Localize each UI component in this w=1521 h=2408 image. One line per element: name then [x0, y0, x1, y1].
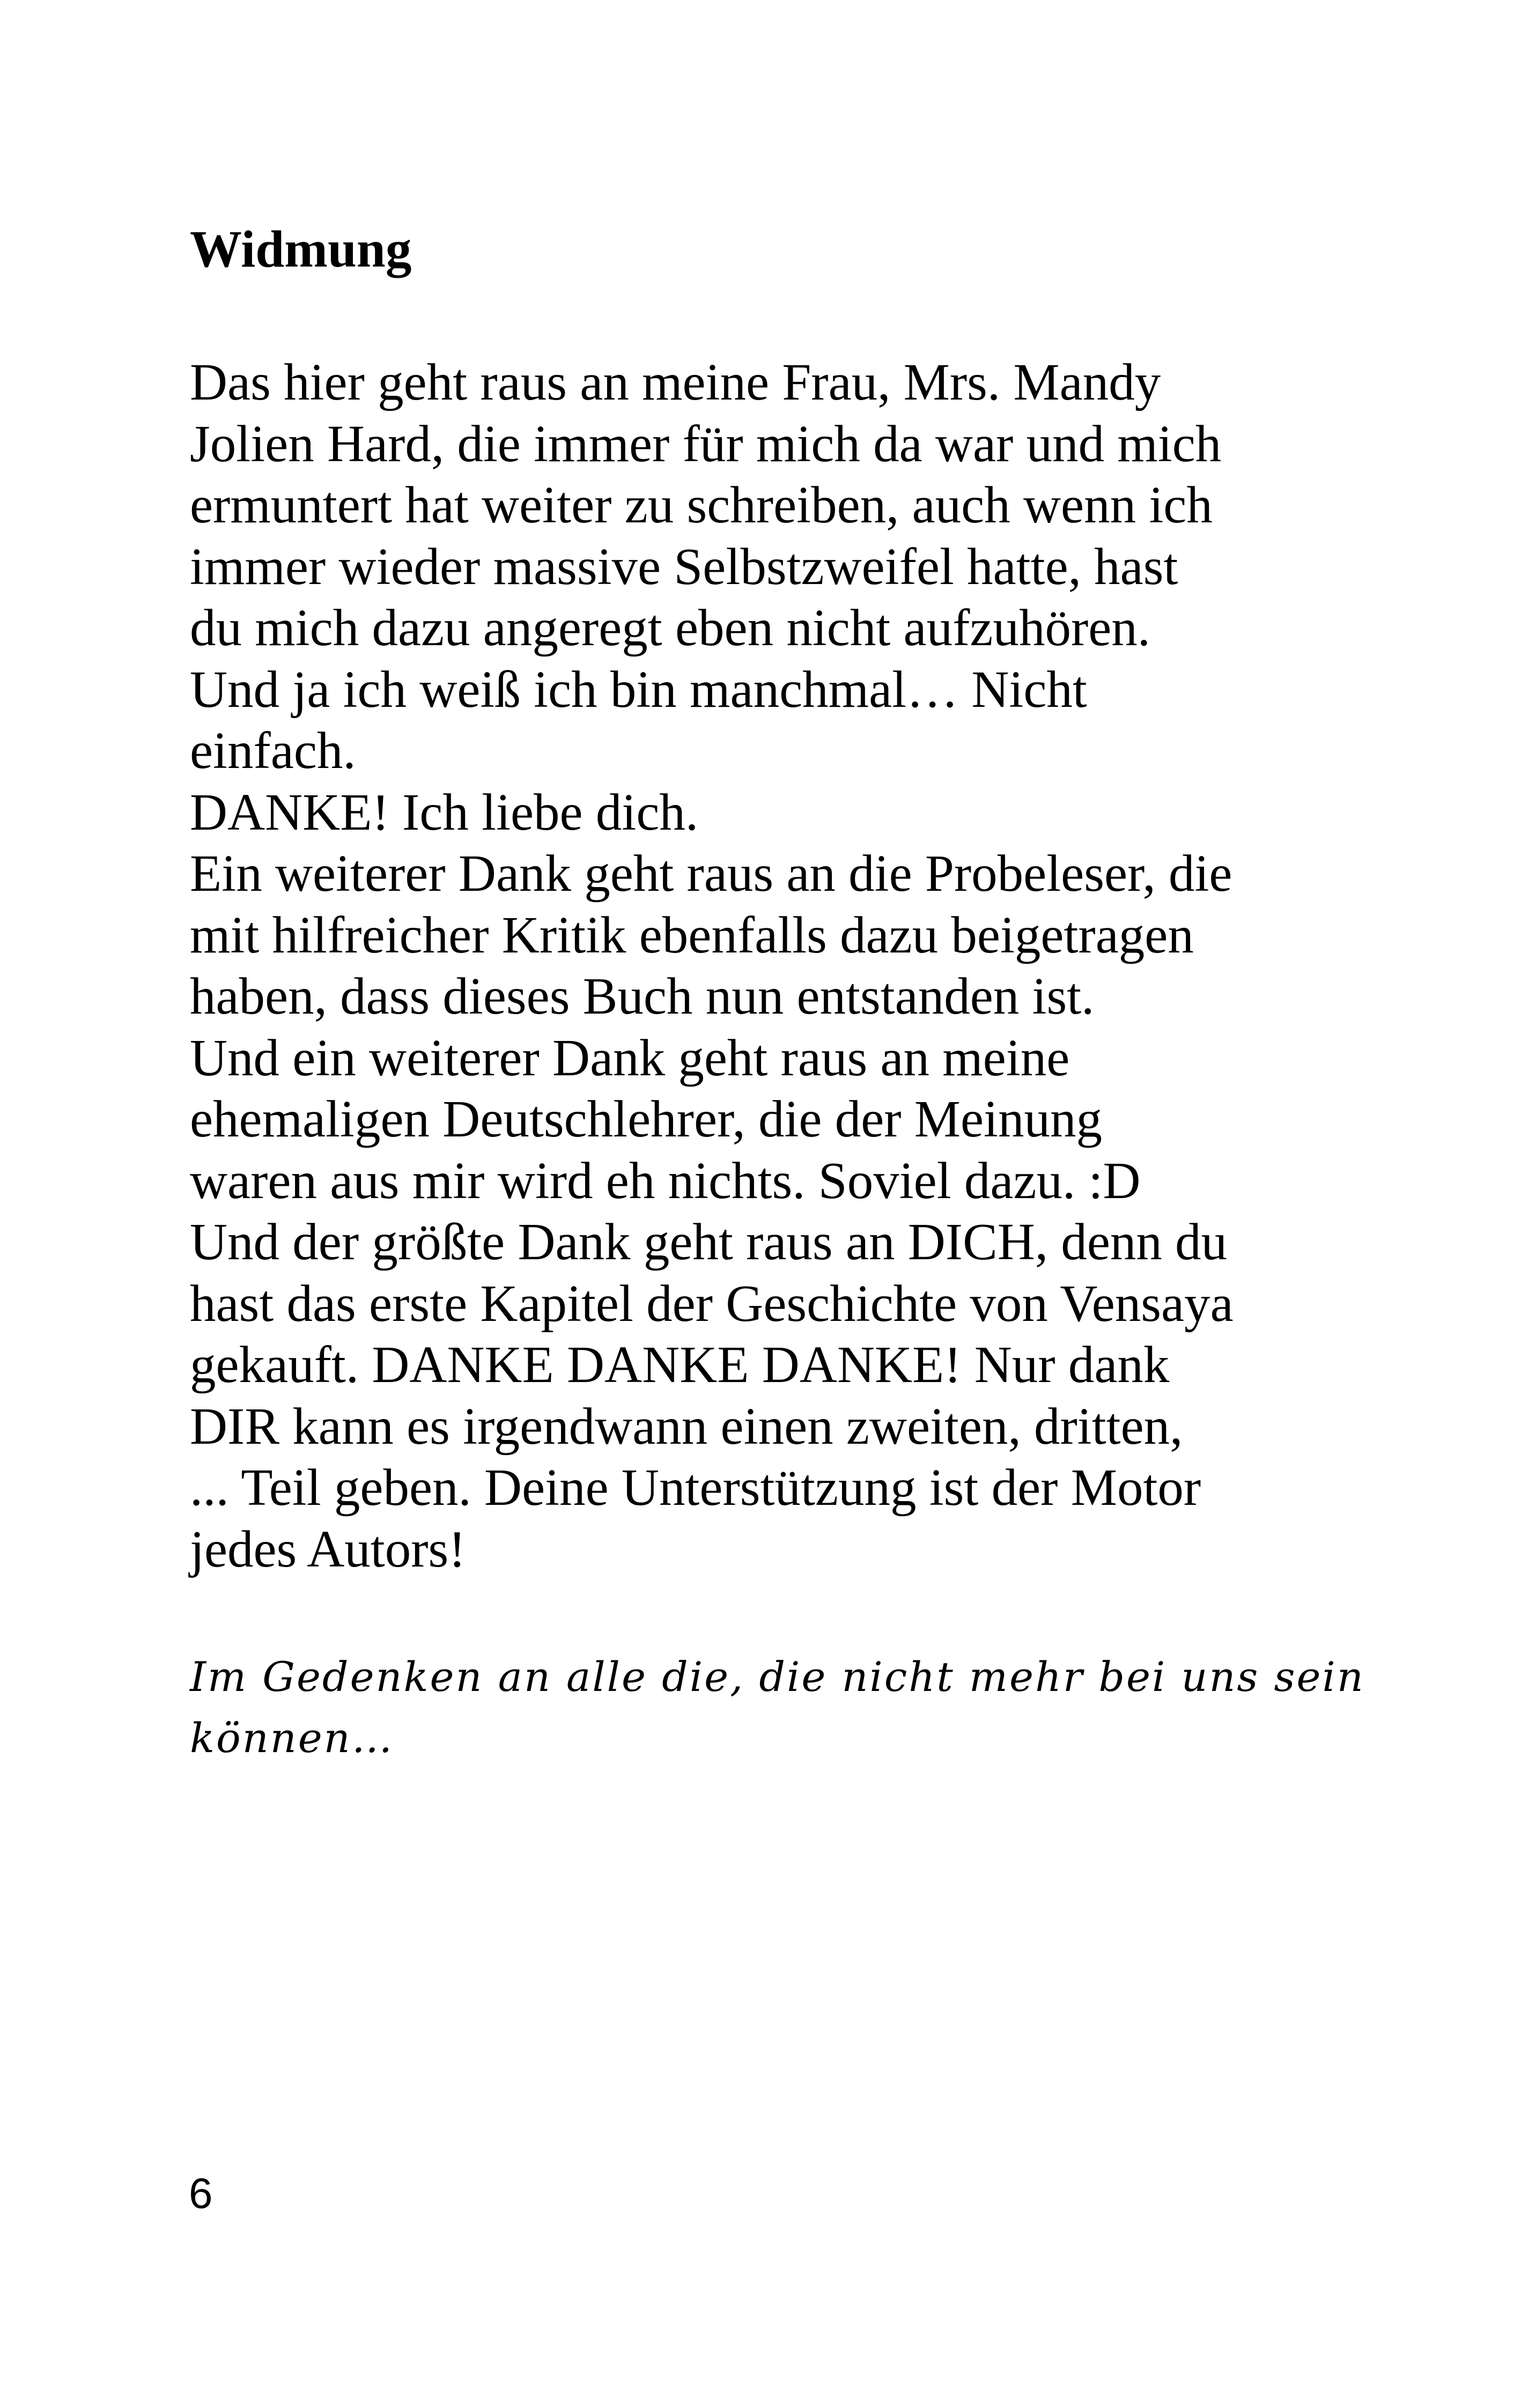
body-line: Ein weiterer Dank geht raus an die Probeleser, die: [190, 845, 1232, 902]
body-line: hast das erste Kapitel der Geschichte von Vensaya: [190, 1274, 1234, 1332]
memorial-dedication: [190, 1646, 1365, 1769]
body-line: Das hier geht raus an meine Frau, Mrs. Mandy: [190, 353, 1161, 411]
body-line: Und der größte Dank geht raus an DICH, denn du: [190, 1213, 1228, 1271]
body-line: Und ein weiterer Dank geht raus an meine: [190, 1029, 1070, 1087]
page-title: Widmung: [190, 220, 412, 278]
body-line: jedes Autors!: [190, 1520, 466, 1578]
body-line: du mich dazu angeregt eben nicht aufzuhören.: [190, 599, 1151, 656]
memorial-line: Im Gedenken an alle die, die nicht mehr bei uns sein: [190, 1653, 1365, 1701]
memorial-line: können…: [190, 1714, 394, 1762]
body-line: DIR kann es irgendwann einen zweiten, dritten,: [190, 1397, 1183, 1455]
body-line: ehemaligen Deutschlehrer, die der Meinung: [190, 1090, 1103, 1148]
body-line: waren aus mir wird eh nichts. Soviel dazu. :D: [190, 1151, 1141, 1209]
page-number: 6: [189, 2169, 213, 2217]
body-line: gekauft. DANKE DANKE DANKE! Nur dank: [190, 1336, 1170, 1393]
body-line: immer wieder massive Selbstzweifel hatte, hast: [190, 537, 1178, 595]
body-line: haben, dass dieses Buch nun entstanden ist.: [190, 967, 1095, 1025]
dedication-body: [190, 352, 1343, 1580]
body-line: einfach.: [190, 722, 356, 779]
body-line: ermuntert hat weiter zu schreiben, auch wenn ich: [190, 476, 1213, 534]
body-line: Jolien Hard, die immer für mich da war und mich: [190, 415, 1222, 472]
body-line: mit hilfreicher Kritik ebenfalls dazu beigetragen: [190, 906, 1194, 964]
body-line: ... Teil geben. Deine Unterstützung ist der Motor: [190, 1459, 1201, 1516]
body-line: Und ja ich weiß ich bin manchmal… Nicht: [190, 660, 1087, 718]
body-line: DANKE! Ich liebe dich.: [190, 783, 699, 841]
